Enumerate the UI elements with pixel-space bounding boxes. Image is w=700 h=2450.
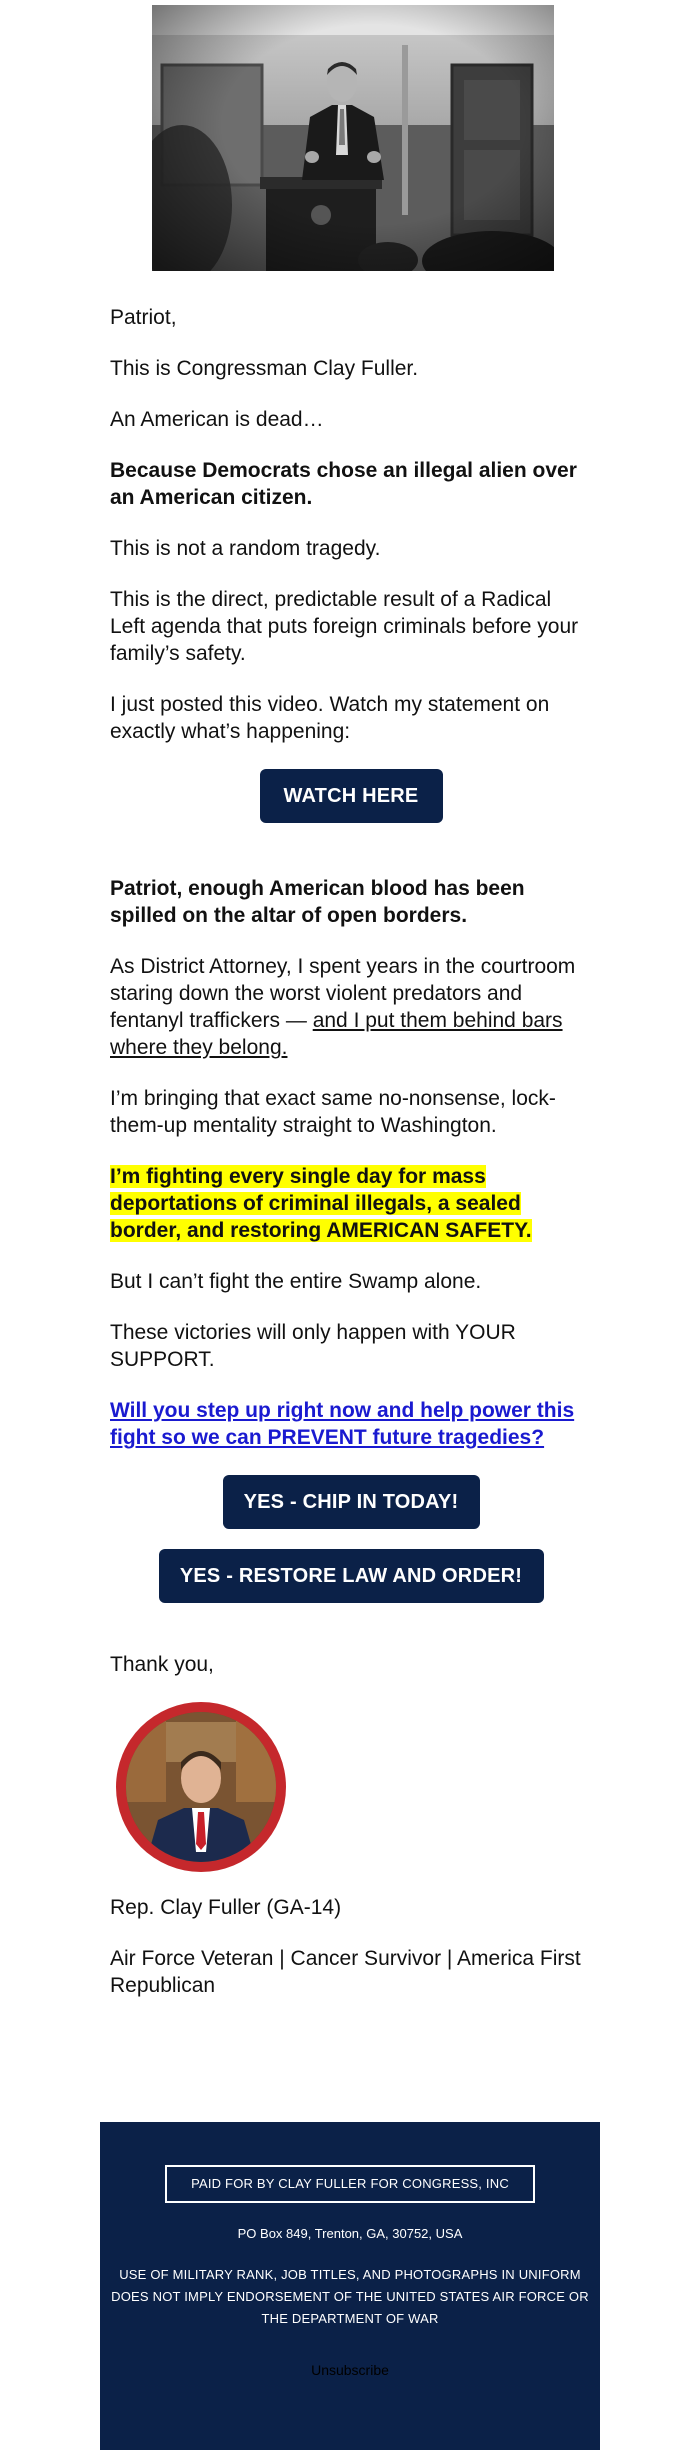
hero-photo [152,5,554,271]
paid-for-disclaimer: PAID FOR BY CLAY FULLER FOR CONGRESS, INC [165,2165,535,2203]
dead-paragraph: An American is dead… [110,408,324,431]
enough-blood-paragraph: Patriot, enough American blood has been spilled on the altar of open borders. [110,877,525,927]
watch-here-button[interactable]: WATCH HERE [260,769,443,823]
not-random-paragraph: This is not a random tragedy. [110,537,381,560]
highlight-paragraph [110,1163,592,1244]
direct-result-paragraph: This is the direct, predictable result of a Radical Left agenda that puts foreign criminals before your family’s safety. [110,588,579,665]
highlighted-text: I’m fighting every single day for mass deportations of criminal illegals, a sealed border, and restoring AMERICAN SAFETY. [110,1165,532,1242]
footer [100,2122,600,2450]
intro-paragraph: This is Congressman Clay Fuller. [110,357,419,380]
mailing-address: PO Box 849, Trenton, GA, 30752, USA [237,2226,463,2241]
avatar-photo [126,1712,276,1862]
cta-link-paragraph [110,1397,592,1451]
restore-law-order-button[interactable]: YES - RESTORE LAW AND ORDER! [159,1549,544,1603]
posted-video-paragraph: I just posted this video. Watch my statement on exactly what’s happening: [110,693,550,743]
portrait-image [126,1712,276,1862]
da-text: As District Attorney, I spent years in the courtroom staring down the worst violent predators and fentanyl traffickers — [110,955,576,1032]
military-disclaimer: USE OF MILITARY RANK, JOB TITLES, AND PHOTOGRAPHS IN UNIFORM DOES NOT IMPLY ENDORSEMENT OF THE UNITED STATES AIR FORCE OR THE DEPARTMENT OF WAR [111,2267,589,2326]
district-attorney-paragraph [110,953,592,1061]
email-body [110,304,592,2023]
donate-link[interactable]: Will you step up right now and help power this fight so we can PREVENT future tragedies? [110,1399,575,1449]
signature-name: Rep. Clay Fuller (GA-14) [110,1896,342,1919]
signature-tagline: Air Force Veteran | Cancer Survivor | America First Republican [110,1947,581,1997]
courtroom-speaker-image [152,5,554,271]
victories-paragraph: These victories will only happen with YOUR SUPPORT. [110,1321,516,1371]
unsubscribe-link[interactable]: Unsubscribe [311,2362,389,2378]
da-underlined-text: and I put them behind bars where they belong. [110,1009,563,1059]
avatar [116,1702,286,1872]
chip-in-button[interactable]: YES - CHIP IN TODAY! [223,1475,480,1529]
thank-you-text: Thank you, [110,1653,214,1676]
swamp-paragraph: But I can’t fight the entire Swamp alone. [110,1270,482,1293]
bringing-paragraph: I’m bringing that exact same no-nonsense, lock-them-up mentality straight to Washington. [110,1087,556,1137]
bold-claim-paragraph: Because Democrats chose an illegal alien over an American citizen. [110,459,577,509]
greeting: Patriot, [110,306,177,329]
